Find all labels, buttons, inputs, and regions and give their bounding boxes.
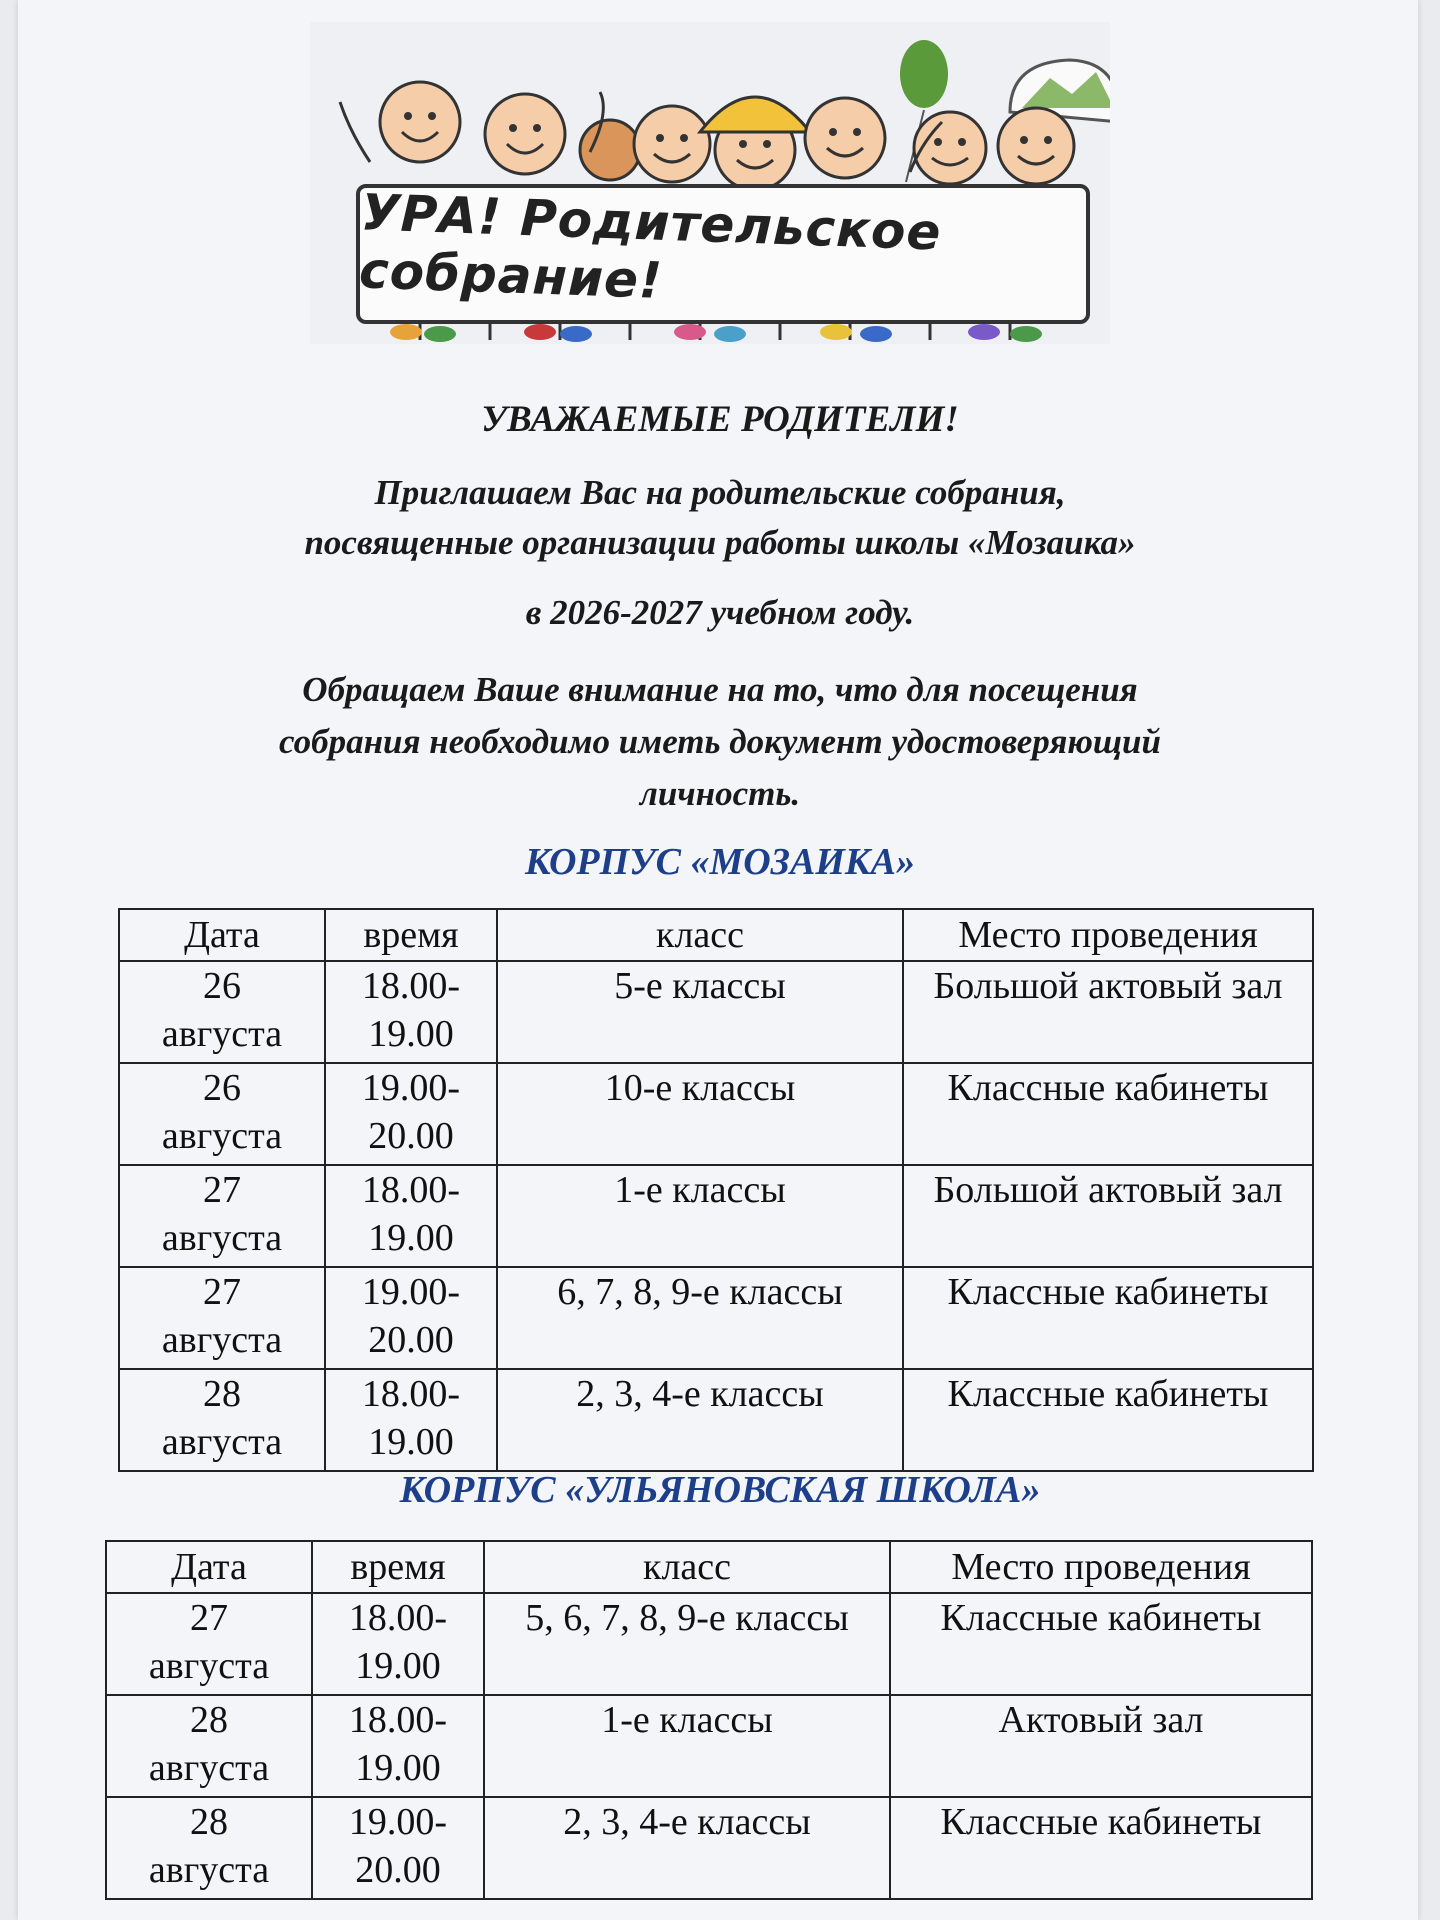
date-month: августа <box>148 1747 270 1789</box>
place-cell: Большой актовый зал <box>903 961 1313 1063</box>
place-cell: Актовый зал <box>890 1695 1312 1797</box>
date-day: 28 <box>203 1373 241 1415</box>
section-title-mozaika: КОРПУС «МОЗАИКА» <box>524 841 916 883</box>
time-start: 19.00- <box>361 1067 461 1109</box>
column-header-time: время <box>312 1541 484 1593</box>
date-month: августа <box>161 1013 283 1055</box>
banner-illustration <box>310 22 1110 344</box>
class-cell: 2, 3, 4-е классы <box>484 1797 890 1899</box>
date-month: августа <box>148 1849 270 1891</box>
date-month: августа <box>161 1115 283 1157</box>
time-end: 19.00 <box>355 1645 441 1687</box>
time-cell <box>325 961 497 1063</box>
time-cell <box>312 1797 484 1899</box>
date-month: августа <box>161 1217 283 1259</box>
class-cell: 2, 3, 4-е классы <box>497 1369 903 1471</box>
time-end: 20.00 <box>368 1115 454 1157</box>
date-cell <box>119 1063 325 1165</box>
time-start: 18.00- <box>348 1699 448 1741</box>
date-cell <box>119 1369 325 1471</box>
class-cell: 1-е классы <box>497 1165 903 1267</box>
invitation-line-1: Приглашаем Вас на родительские собрания, <box>374 473 1066 512</box>
place-cell: Большой актовый зал <box>903 1165 1313 1267</box>
school-year-text: в 2026-2027 учебном году. <box>525 593 915 632</box>
class-cell: 6, 7, 8, 9-е классы <box>497 1267 903 1369</box>
time-end: 19.00 <box>368 1013 454 1055</box>
greeting-heading: УВАЖАЕМЫЕ РОДИТЕЛИ! <box>481 399 959 440</box>
time-start: 18.00- <box>361 1373 461 1415</box>
date-cell <box>119 1267 325 1369</box>
time-cell <box>325 1369 497 1471</box>
schedule-table-mozaika <box>118 908 1314 1472</box>
table-row <box>119 1063 1313 1165</box>
column-header-date: Дата <box>119 909 325 961</box>
time-start: 19.00- <box>361 1271 461 1313</box>
date-day: 27 <box>203 1169 241 1211</box>
time-start: 19.00- <box>348 1801 448 1843</box>
time-end: 19.00 <box>355 1747 441 1789</box>
class-cell: 1-е классы <box>484 1695 890 1797</box>
notice-line-2: собрания необходимо иметь документ удостоверяющий <box>278 722 1161 761</box>
date-cell <box>106 1695 312 1797</box>
date-day: 26 <box>203 1067 241 1109</box>
table-row <box>119 1369 1313 1471</box>
time-cell <box>312 1695 484 1797</box>
column-header-place: Место проведения <box>903 909 1313 961</box>
date-cell <box>119 961 325 1063</box>
table-row <box>106 1593 1312 1695</box>
notice-line-3: личность. <box>639 774 801 813</box>
time-start: 18.00- <box>361 1169 461 1211</box>
date-month: августа <box>161 1421 283 1463</box>
table-row <box>119 1165 1313 1267</box>
column-header-class: класс <box>484 1541 890 1593</box>
time-start: 18.00- <box>361 965 461 1007</box>
notice-text <box>0 664 1440 820</box>
class-cell: 5-е классы <box>497 961 903 1063</box>
time-end: 20.00 <box>355 1849 441 1891</box>
banner-sign <box>356 184 1090 324</box>
time-end: 20.00 <box>368 1319 454 1361</box>
time-end: 19.00 <box>368 1421 454 1463</box>
time-cell <box>312 1593 484 1695</box>
time-cell <box>325 1165 497 1267</box>
class-cell: 10-е классы <box>497 1063 903 1165</box>
date-month: августа <box>148 1645 270 1687</box>
column-header-time: время <box>325 909 497 961</box>
time-cell <box>325 1267 497 1369</box>
date-cell <box>119 1165 325 1267</box>
invitation-text <box>0 468 1440 568</box>
time-cell <box>325 1063 497 1165</box>
column-header-class: класс <box>497 909 903 961</box>
class-cell: 5, 6, 7, 8, 9-е классы <box>484 1593 890 1695</box>
place-cell: Классные кабинеты <box>890 1593 1312 1695</box>
table-row <box>119 1267 1313 1369</box>
table-row <box>106 1797 1312 1899</box>
date-month: августа <box>161 1319 283 1361</box>
schedule-table-ulyanovskaya <box>105 1540 1313 1900</box>
place-cell: Классные кабинеты <box>903 1267 1313 1369</box>
table-row <box>106 1695 1312 1797</box>
table-row <box>119 961 1313 1063</box>
date-cell <box>106 1797 312 1899</box>
place-cell: Классные кабинеты <box>890 1797 1312 1899</box>
table-header-row <box>106 1541 1312 1593</box>
column-header-place: Место проведения <box>890 1541 1312 1593</box>
table-header-row <box>119 909 1313 961</box>
date-day: 28 <box>190 1699 228 1741</box>
date-day: 26 <box>203 965 241 1007</box>
time-start: 18.00- <box>348 1597 448 1639</box>
notice-line-1: Обращаем Ваше внимание на то, что для посещения <box>302 670 1138 709</box>
invitation-line-2: посвященные организации работы школы «Мозаика» <box>304 523 1136 562</box>
place-cell: Классные кабинеты <box>903 1369 1313 1471</box>
date-cell <box>106 1593 312 1695</box>
column-header-date: Дата <box>106 1541 312 1593</box>
section-title-ulyanovskaya: КОРПУС «УЛЬЯНОВСКАЯ ШКОЛА» <box>399 1469 1041 1511</box>
time-end: 19.00 <box>368 1217 454 1259</box>
place-cell: Классные кабинеты <box>903 1063 1313 1165</box>
date-day: 27 <box>203 1271 241 1313</box>
date-day: 27 <box>190 1597 228 1639</box>
banner-title: УРА! Родительское собрание! <box>358 183 943 310</box>
date-day: 28 <box>190 1801 228 1843</box>
